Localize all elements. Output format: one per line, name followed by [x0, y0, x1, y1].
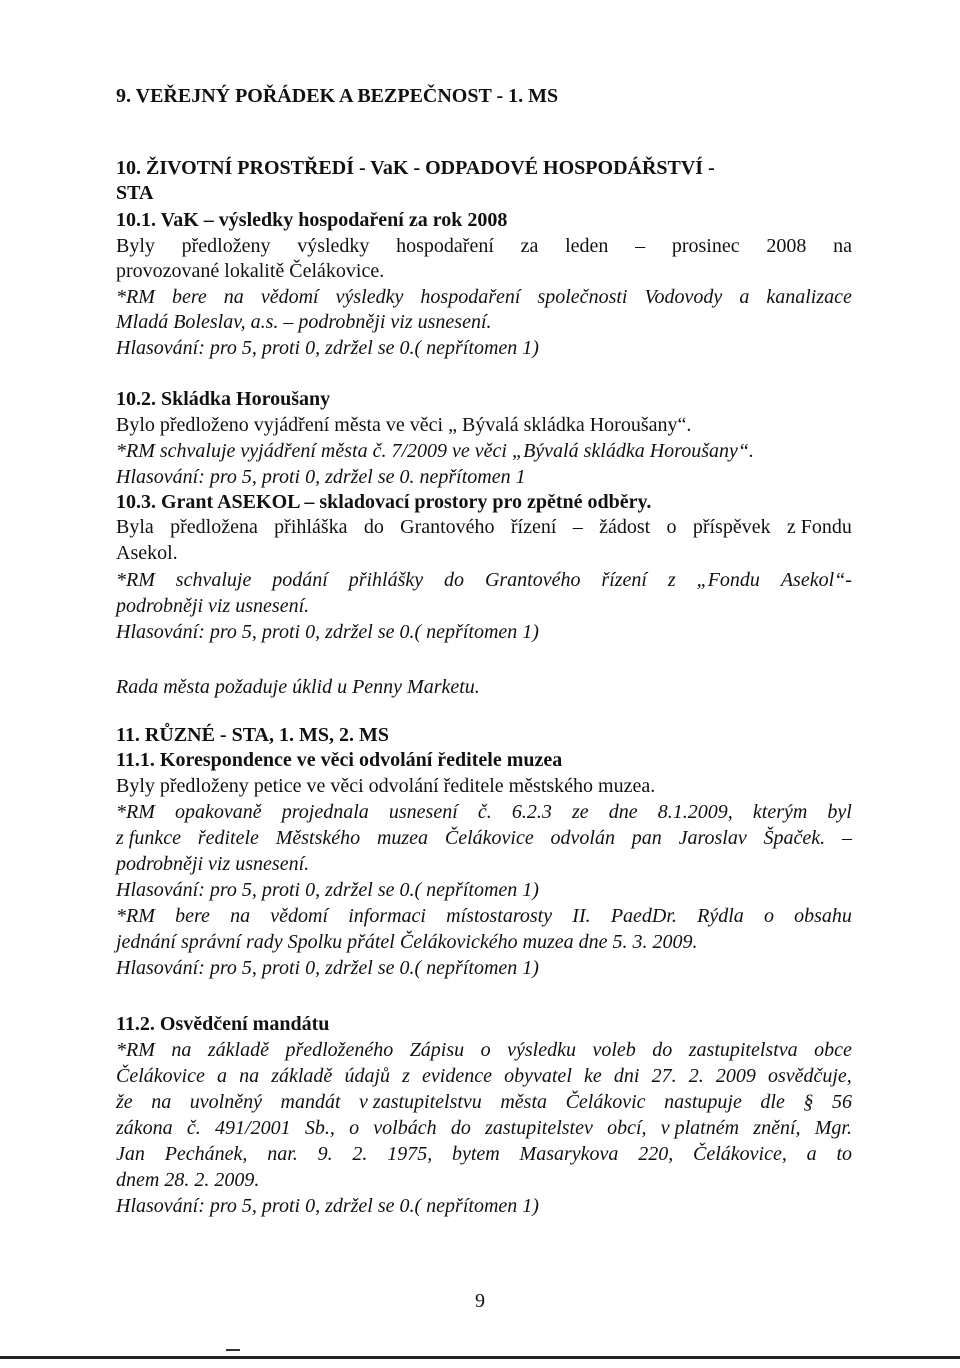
word: 220,: [638, 1143, 674, 1165]
word: nar.: [267, 1143, 298, 1165]
word: předložena: [170, 516, 258, 538]
section-10-1-resolution-cont: Mladá Boleslav, a.s. – podrobněji viz usnesení.: [116, 311, 492, 333]
word: volbách: [373, 1117, 437, 1139]
section-10-2-heading: 10.2. Skládka Horoušany: [116, 388, 331, 410]
word: Sb.,: [304, 1117, 335, 1139]
section-11-2-heading: 11.2. Osvědčení mandátu: [116, 1013, 330, 1035]
word: a: [806, 1143, 817, 1165]
word: dle: [760, 1091, 785, 1113]
word: výsledku: [507, 1039, 576, 1061]
word: *RM: [116, 905, 155, 927]
word: evidence: [422, 1065, 492, 1087]
word: Grantového: [400, 516, 495, 538]
word: Čelákovice: [116, 1065, 205, 1087]
word: a: [216, 1065, 227, 1087]
word: v zastupitelstvu: [359, 1091, 482, 1113]
word: 1975,: [387, 1143, 433, 1165]
word: 6.2.3: [511, 801, 552, 823]
word: „Fondu: [696, 569, 760, 591]
section-10-3-text-cont: Asekol.: [116, 542, 178, 564]
section-10-1-heading: 10.1. VaK – výsledky hospodaření za rok 2008: [116, 209, 508, 231]
word: 2008: [766, 235, 807, 257]
note-penny-market: Rada města požaduje úklid u Penny Marketu.: [116, 676, 480, 698]
word: na: [223, 286, 244, 308]
word: zákona: [116, 1117, 173, 1139]
section-11-2-line-1: [116, 1038, 852, 1062]
section-11-heading: 11. RŮZNÉ - STA, 1. MS, 2. MS: [116, 724, 389, 746]
word: dne: [608, 801, 638, 823]
page-number: 9: [475, 1290, 485, 1312]
word: výsledky: [297, 235, 370, 257]
word: přihláška: [274, 516, 348, 538]
word: do: [444, 569, 465, 591]
word: o: [349, 1117, 360, 1139]
word: Masarykova: [519, 1143, 619, 1165]
word: schvaluje: [175, 569, 252, 591]
word: obcí,: [607, 1117, 647, 1139]
word: zastupitelstva: [688, 1039, 798, 1061]
footer-dash: [226, 1349, 240, 1351]
word: hospodaření: [420, 286, 521, 308]
word: Čelákovice,: [693, 1143, 787, 1165]
word: 491/2001: [215, 1117, 291, 1139]
word: na: [171, 1039, 192, 1061]
section-11-1-resolution-end: podrobněji viz usnesení.: [116, 853, 310, 875]
word: *RM: [116, 569, 155, 591]
word: kterým: [752, 801, 808, 823]
word: obce: [814, 1039, 852, 1061]
word: na: [151, 1091, 172, 1113]
section-11-2-line-5: [116, 1142, 852, 1166]
word: –: [841, 827, 852, 849]
word: Rýdla: [697, 905, 744, 927]
word: nastupuje: [664, 1091, 742, 1113]
section-10-2-text: Bylo předloženo vyjádření města ve věci „ Bývalá skládka Horoušany“.: [116, 414, 692, 436]
word: Byly: [116, 235, 155, 257]
word: uvolněný: [189, 1091, 262, 1113]
word: žádost: [599, 516, 651, 538]
word: že: [116, 1091, 133, 1113]
word: 27.: [651, 1065, 677, 1087]
word: z Fondu: [786, 516, 852, 538]
word: prosinec: [671, 235, 740, 257]
section-11-1-text: Byly předloženy petice ve věci odvolání ředitele městského muzea.: [116, 775, 656, 797]
word: o: [480, 1039, 491, 1061]
word: do: [652, 1039, 673, 1061]
word: Zápisu: [409, 1039, 465, 1061]
word: řízení: [510, 516, 557, 538]
word: z funkce: [116, 827, 181, 849]
word: 8.1.2009,: [657, 801, 733, 823]
word: to: [836, 1143, 852, 1165]
word: informaci: [348, 905, 426, 927]
word: 56: [831, 1091, 852, 1113]
word: Asekol“-: [780, 569, 852, 591]
section-10-3-resolution-cont: podrobněji viz usnesení.: [116, 595, 310, 617]
word: Pechánek,: [164, 1143, 248, 1165]
word: osvědčuje,: [767, 1065, 852, 1087]
word: §: [803, 1091, 814, 1113]
section-10-2-resolution: *RM schvaluje vyjádření města č. 7/2009 ve věci „Bývalá skládka Horoušany“.: [116, 440, 754, 462]
word: z: [667, 569, 676, 591]
word: podání: [272, 569, 328, 591]
word: přihlášky: [348, 569, 424, 591]
section-11-1-resolution-cont: [116, 826, 852, 850]
word: Grantového: [484, 569, 581, 591]
section-11-1-vote-2: Hlasování: pro 5, proti 0, zdržel se 0.( nepřítomen 1): [116, 957, 539, 979]
word: Jaroslav: [678, 827, 747, 849]
word: o: [763, 905, 774, 927]
word: 2009: [715, 1065, 756, 1087]
word: *RM: [116, 1039, 155, 1061]
word: byl: [827, 801, 852, 823]
word: zastupitelstev: [485, 1117, 593, 1139]
word: 9.: [317, 1143, 333, 1165]
word: usnesení: [388, 801, 458, 823]
word: do: [363, 516, 384, 538]
word: na: [239, 1065, 260, 1087]
word: mandát: [280, 1091, 341, 1113]
section-10-1-text-cont: provozované lokalitě Čelákovice.: [116, 260, 385, 282]
bottom-rule: [0, 1356, 960, 1359]
section-10-heading: 10. ŽIVOTNÍ PROSTŘEDÍ - VaK - ODPADOVÉ HOSPODÁŘSTVÍ -: [116, 157, 715, 179]
word: voleb: [592, 1039, 636, 1061]
word: Čelákovice: [444, 827, 534, 849]
word: předloženého: [285, 1039, 394, 1061]
word: z: [402, 1065, 410, 1087]
word: a: [739, 286, 750, 308]
section-11-1-resolution-2: [116, 904, 852, 928]
word: leden: [565, 235, 609, 257]
section-11-1-heading: 11.1. Korespondence ve věci odvolání ředitele muzea: [116, 749, 563, 771]
section-11-2-line-6: dnem 28. 2. 2009.: [116, 1169, 260, 1191]
section-10-3-vote: Hlasování: pro 5, proti 0, zdržel se 0.( nepřítomen 1): [116, 621, 539, 643]
word: *RM: [116, 801, 155, 823]
word: projednala: [281, 801, 369, 823]
word: Špaček.: [763, 827, 826, 849]
word: II.: [572, 905, 591, 927]
section-11-1-resolution-2-cont: jednání správní rady Spolku přátel Čelákovického muzea dne 5. 3. 2009.: [116, 931, 698, 953]
word: Vodovody: [644, 286, 723, 308]
word: ředitele: [197, 827, 259, 849]
word: kanalizace: [766, 286, 852, 308]
word: 2.: [352, 1143, 368, 1165]
word: za: [520, 235, 539, 257]
word: hospodaření: [396, 235, 494, 257]
word: Jan: [116, 1143, 145, 1165]
section-11-2-line-3: [116, 1090, 852, 1114]
word: opakovaně: [175, 801, 262, 823]
word: příspěvek: [692, 516, 771, 538]
word: č.: [186, 1117, 201, 1139]
word: o: [666, 516, 677, 538]
word: Čelákovic: [565, 1091, 646, 1113]
word: řízení: [601, 569, 647, 591]
section-10-2-vote: Hlasování: pro 5, proti 0, zdržel se 0. nepřítomen 1: [116, 466, 526, 488]
word: Městského: [275, 827, 361, 849]
word: ke: [584, 1065, 602, 1087]
section-10-3-resolution: [116, 568, 852, 592]
word: bere: [171, 286, 207, 308]
section-10-3-heading: 10.3. Grant ASEKOL – skladovací prostory pro zpětné odběry.: [116, 491, 652, 513]
section-11-2-line-2: [116, 1064, 852, 1088]
section-11-2-line-4: [116, 1116, 852, 1140]
section-9-heading: 9. VEŘEJNÝ POŘÁDEK A BEZPEČNOST - 1. MS: [116, 85, 559, 107]
word: *RM: [116, 286, 155, 308]
word: PaedDr.: [610, 905, 677, 927]
word: do: [450, 1117, 471, 1139]
word: údajů: [344, 1065, 390, 1087]
word: základě: [271, 1065, 333, 1087]
word: společnosti: [537, 286, 628, 308]
section-11-2-vote: Hlasování: pro 5, proti 0, zdržel se 0.( nepřítomen 1): [116, 1195, 539, 1217]
word: na: [833, 235, 852, 257]
word: základě: [207, 1039, 269, 1061]
word: Byla: [116, 516, 154, 538]
word: v platném: [660, 1117, 740, 1139]
word: muzea: [376, 827, 429, 849]
word: bere: [175, 905, 210, 927]
section-10-1-vote: Hlasování: pro 5, proti 0, zdržel se 0.( nepřítomen 1): [116, 337, 539, 359]
word: na: [230, 905, 251, 927]
word: bytem: [451, 1143, 500, 1165]
word: 2.: [688, 1065, 704, 1087]
word: vědomí: [260, 286, 319, 308]
word: znění,: [753, 1117, 801, 1139]
word: obyvatel: [504, 1065, 572, 1087]
word: pan: [631, 827, 662, 849]
word: –: [635, 235, 646, 257]
word: místostarosty: [446, 905, 553, 927]
word: –: [572, 516, 583, 538]
word: vědomí: [270, 905, 329, 927]
section-10-3-text: [116, 515, 852, 539]
word: č.: [477, 801, 492, 823]
word: výsledky: [335, 286, 404, 308]
word: odvolán: [550, 827, 615, 849]
section-10-1-text: [116, 234, 852, 258]
word: města: [500, 1091, 548, 1113]
section-10-heading-cont: STA: [116, 182, 154, 204]
word: ze: [572, 801, 589, 823]
word: Mgr.: [814, 1117, 852, 1139]
section-11-1-resolution: [116, 800, 852, 824]
word: dni: [613, 1065, 640, 1087]
section-10-1-resolution: [116, 285, 852, 309]
word: předloženy: [181, 235, 271, 257]
word: obsahu: [794, 905, 852, 927]
section-11-1-vote-1: Hlasování: pro 5, proti 0, zdržel se 0.( nepřítomen 1): [116, 879, 539, 901]
